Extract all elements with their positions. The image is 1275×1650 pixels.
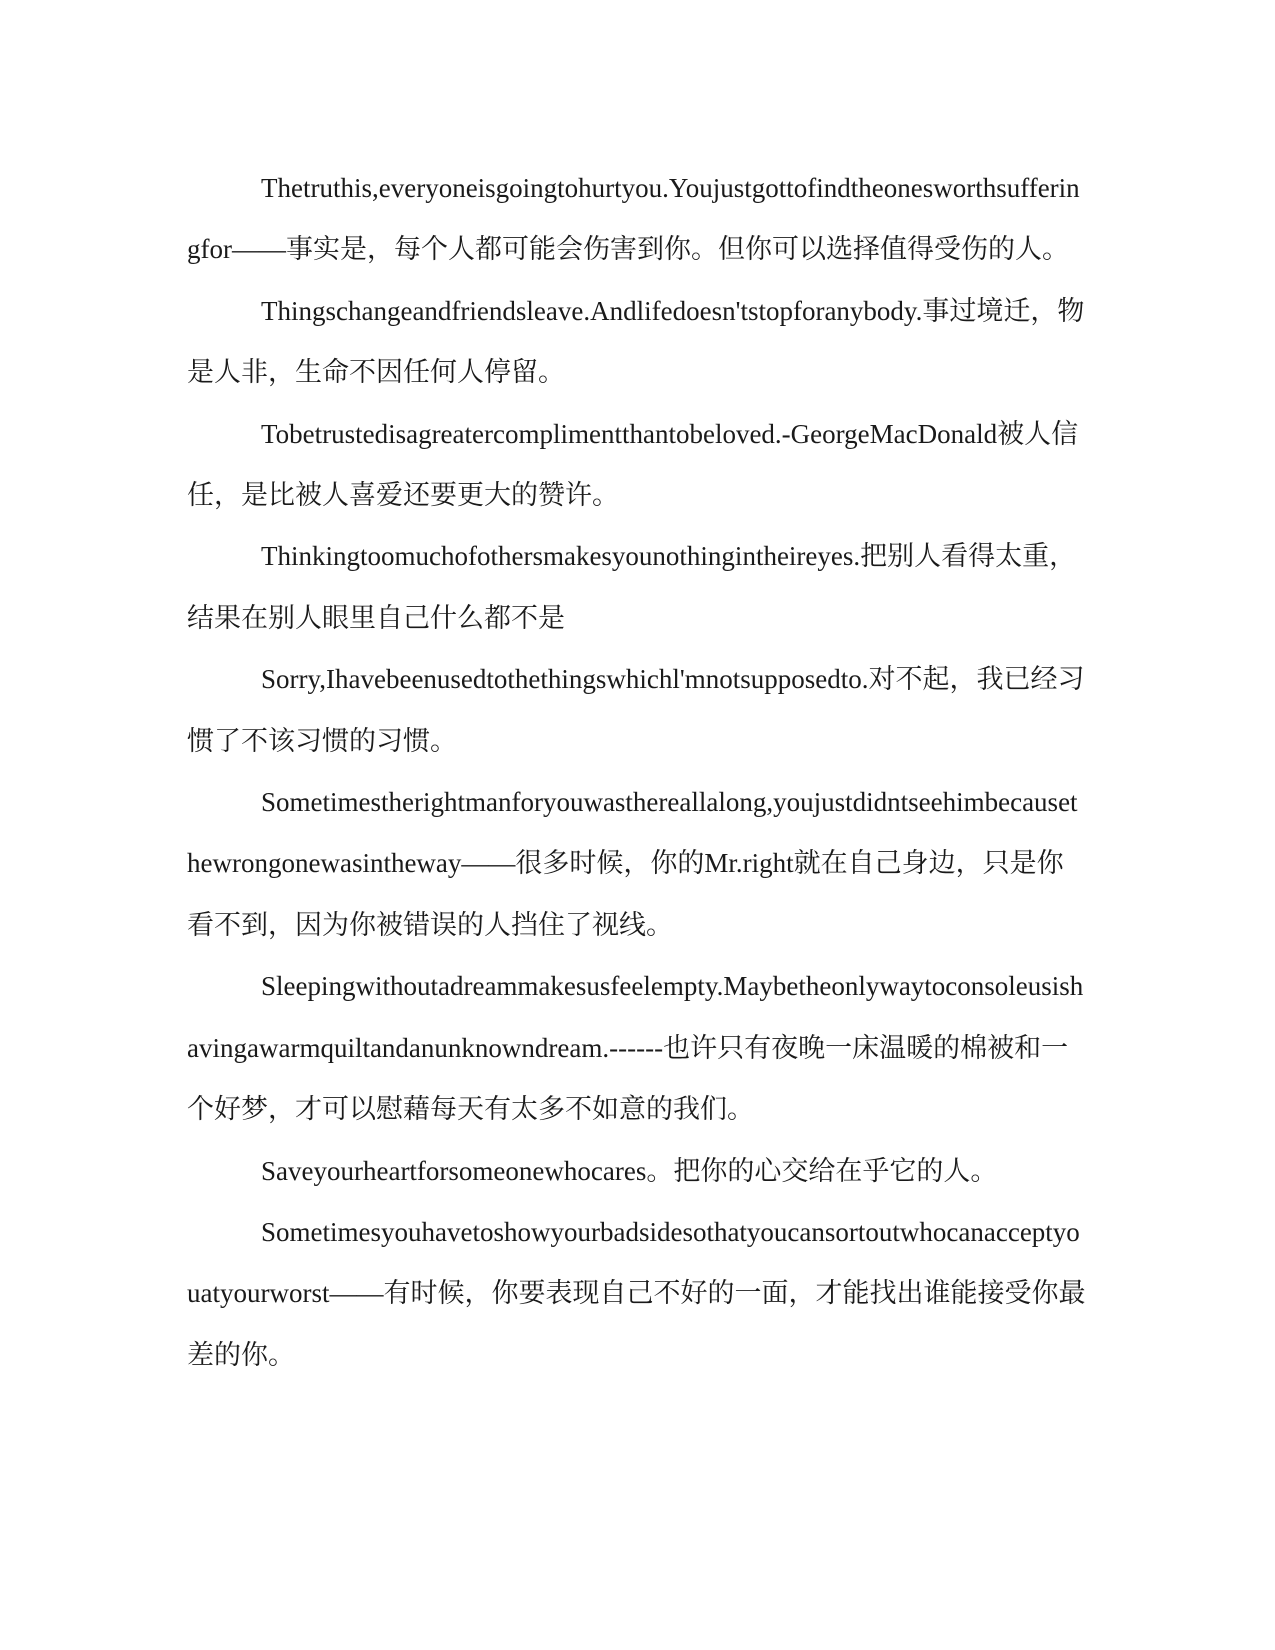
paragraph-4: Thinkingtoomuchofothersmakesyounothingintheireyes.把别人看得太重，结果在别人眼里自己什么都不是 [187,541,1077,633]
paragraph-5: Sorry,Ihavebeenusedtothethingswhichl'mnotsupposedto.对不起，我已经习惯了不该习惯的习惯。 [187,664,1085,756]
paragraph-7: Sleepingwithoutadreammakesusfeelempty.Maybetheonlywaytoconsoleusishavingawarmquiltandanunknowndream.------也许只有夜晚一床温暖的棉被和一个好梦，才可以慰藉每天有太多不如意的我们。 [187,971,1084,1125]
paragraph-3: Tobetrustedisagreatercomplimentthantobeloved.-GeorgeMacDonald被人信任，是比被人喜爱还要更大的赞许。 [187,418,1079,511]
document-body [187,158,1087,1386]
paragraph-1: Thetruthis,everyoneisgoingtohurtyou.Youjustgottofindtheonesworthsufferingfor——事实是，每个人都可能会伤害到你。但你可以选择值得受伤的人。 [187,173,1080,265]
paragraph-8: Saveyourheartforsomeonewhocares。把你的心交给在乎它的人。 [261,1155,998,1186]
paragraph-2: Thingschangeandfriendsleave.Andlifedoesn'tstopforanybody.事过境迁，物是人非，生命不因任何人停留。 [187,295,1085,388]
paragraph-9: Sometimesyouhavetoshowyourbadsidesothatyoucansortoutwhocanacceptyouatyourworst——有时候，你要表现自己不好的一面，才能找出谁能接受你最差的你。 [187,1216,1086,1370]
paragraph-6: Sometimestherightmanforyouwasthereallalong,youjustdidntseehimbecausethewrongonewasintheway——很多时候，你的Mr.right就在自己身边，只是你看不到，因为你被错误的人挡住了视线。 [187,787,1078,940]
